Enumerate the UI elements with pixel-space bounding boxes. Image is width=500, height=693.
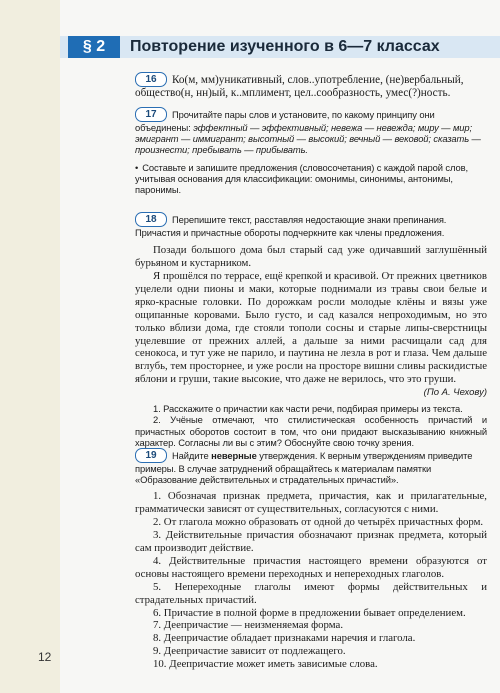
text-paragraph: Я прошёлся по террасе, ещё крепкой и красивой. От прежних цветников уцелели одни пионы и маки, которые поднимали из травы свои белые и ярко-красные головки. По дорожкам росли молодые клёны и вязы уже ощипанные коровами. Было густо, и сад казался непроходимым, но это только вблизи дома, где стояли тополи сосны и старые липы-сверстницы уцелевшие от прежних аллей, а дальше за ними расчищали сад для сенокоса, и тут уже не парило, и паутина не лезла в рот и глаза. Чем дальше вглубь, тем просторнее, и уже росли на просторе вишни сливы раскидистые яблони и груши, такие высокие, что даже не верилось, что это груши.	[135, 270, 487, 386]
exercise-18	[135, 212, 487, 448]
question: 1. Расскажите о причастии как части речи, подбирая примеры из текста.	[153, 403, 463, 415]
exercise-text: Ко(м, мм)уникативный, слов..употребление, (не)вербальный, общество(н, нн)ый, к..мплимент, цел..сообразность, умес(?)ность.	[135, 74, 464, 100]
exercise-number: 16	[135, 72, 167, 87]
list-item: 7. Деепричастие — неизменяемая форма.	[153, 619, 344, 632]
exercise-instruction: Прочитайте пары слов и установите, по какому принципу они объединены:	[135, 109, 435, 133]
list-item: 5. Непереходные глаголы имеют формы действительных и страдательных причастий.	[135, 580, 487, 606]
text-author: (По А. Чехову)	[423, 387, 487, 399]
section-title: Повторение изученного в 6—7 классах	[130, 38, 440, 55]
list-item: 2. От глагола можно образовать от одной до четырёх причастных форм.	[153, 516, 484, 529]
list-item: 9. Деепричастие зависит от подлежащего.	[153, 645, 346, 658]
exercise-instruction: Перепишите текст, расставляя недостающие знаки препинания. Причастия и причастные обороты подчеркните как члены предложения.	[135, 214, 447, 238]
exercise-number: 17	[135, 107, 167, 122]
exercise-number: 19	[135, 448, 167, 463]
question: 2. Учёные отмечают, что стилистическая особенность причастий и причастных оборотов состоит в том, что они придают высказыванию книжный характер. Согласны ли вы с этим? Обоснуйте свою точку зрения.	[135, 414, 487, 448]
exercise-17	[135, 107, 487, 195]
list-item: 3. Действительные причастия обозначают признак предмета, который сам производит действие.	[135, 529, 487, 555]
section-number: § 2	[68, 36, 120, 58]
list-item: 8. Деепричастие обладает признаками наречия и глагола.	[153, 632, 416, 645]
emphasis: неверные	[211, 450, 257, 461]
exercise-16	[135, 72, 487, 100]
exercise-text	[135, 244, 487, 386]
page-margin	[0, 0, 60, 693]
list-item: 1. Обозначая признак предмета, причастия, как и прилагательные, грамматически зависят от существительных, согласуются с ними.	[135, 490, 487, 516]
list-item: 10. Деепричастие может иметь зависимые слова.	[153, 658, 378, 671]
word-pairs: эффектный — эффективный; невежа — невежда; миру — мир; эмигрант — иммигрант; высотный — высокий; вечный — вековой; сказать — произнести; пребывать — прибывать.	[135, 122, 481, 156]
exercise-task: • Составьте и запишите предложения (словосочетания) с каждой парой слов, учитывая основания для классификации: омонимы, синонимы, антонимы, паронимы.	[135, 162, 487, 196]
exercise-number: 18	[135, 212, 167, 227]
statement-list	[135, 490, 487, 671]
text-paragraph: Позади большого дома был старый сад уже одичавший заглушённый бурьяном и кустарником.	[135, 244, 487, 270]
list-item: 4. Действительные причастия настоящего времени образуются от основы настоящего времени переходных и непереходных глаголов.	[135, 554, 487, 580]
list-item: 6. Причастие в полной форме в предложении бывает определением.	[153, 606, 466, 619]
exercise-19: 19 Найдите неверные утверждения. К верным утверждениям приведите примеры. В случае затруднений обращайтесь к материалам памятки «Образование действительных и страдательных причастий». 1. Обозначая признак предмета, причастия, как и прилагательные, грамматически зависят от существительных, согласуются с ними. 2. От глагола можно образовать от одной до четырёх причастных форм. 3. Действительные причастия обозначают признак предмета, который сам производит действие. 4. Действительные причастия настоящего времени образуются от основы настоящего времени переходных и непереходных глаголов. 5. Непереходные глаголы имеют формы действительных и страдательных причастий. 6. Причастие в полной форме в предложении бывает определением. 7. Деепричастие — неизменяемая форма. 8. Деепричастие обладает признаками наречия и глагола. 9. Деепричастие зависит от подлежащего. 10. Деепричастие может иметь зависимые слова.	[135, 450, 487, 671]
page-number: 12	[38, 650, 52, 664]
